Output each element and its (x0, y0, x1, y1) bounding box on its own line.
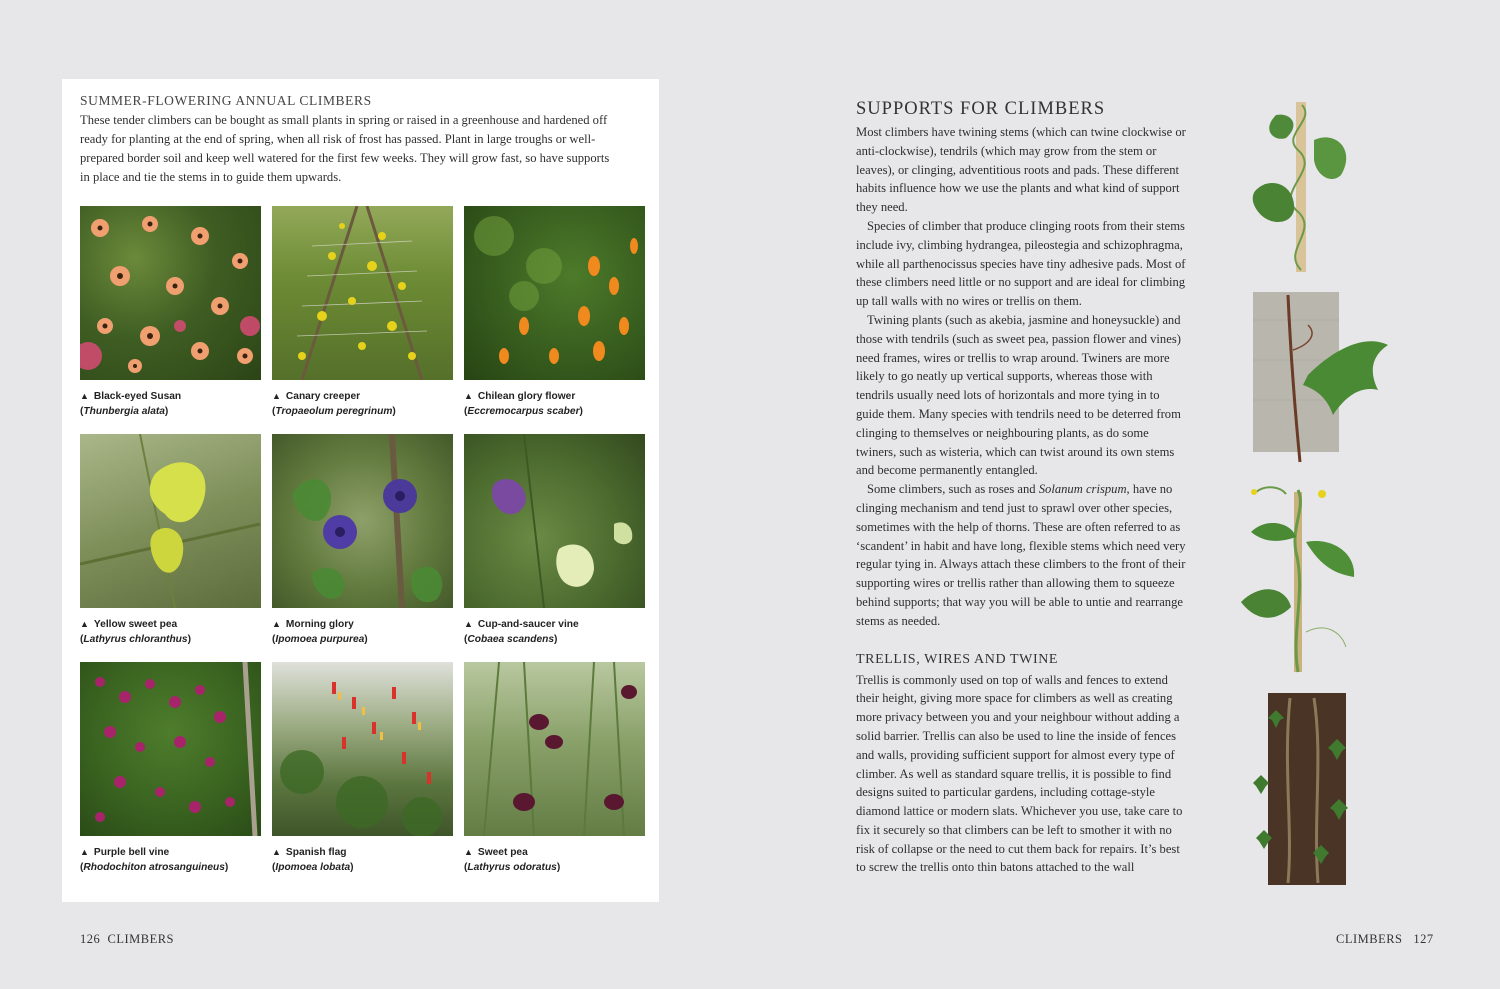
plant-photo (272, 662, 453, 836)
page-title: SUPPORTS FOR CLIMBERS (856, 99, 1106, 119)
plant-common-name: Spanish flag (285, 847, 347, 858)
plant-latin-name: Lathyrus chloranthus (83, 634, 188, 645)
plant-card: ▲ Black-eyed Susan (Thunbergia alata) (80, 206, 261, 419)
plant-latin-name: Ipomoea lobata (275, 862, 351, 873)
plant-common-name: Black-eyed Susan (93, 391, 182, 402)
plant-card: ▲ Canary creeper (Tropaeolum peregrinum) (272, 206, 453, 419)
panel-heading: SUMMER-FLOWERING ANNUAL CLIMBERS (80, 93, 372, 108)
caption-marker-icon: ▲ (464, 391, 473, 401)
plant-common-name: Morning glory (285, 619, 354, 630)
folio-title: CLIMBERS (1336, 932, 1403, 946)
caption-marker-icon: ▲ (272, 847, 281, 857)
folio-title: CLIMBERS (107, 932, 175, 946)
plant-photo (80, 434, 261, 608)
tendril-climber-illustration (1248, 290, 1398, 465)
plant-common-name: Sweet pea (477, 847, 528, 858)
caption-marker-icon: ▲ (464, 619, 473, 629)
plant-card: ▲ Chilean glory flower (Eccremocarpus scaber) (464, 206, 645, 419)
twining-climber-illustration (1236, 100, 1356, 275)
plant-common-name: Cup-and-saucer vine (477, 619, 579, 630)
folio-number: 126 (80, 932, 101, 946)
plant-card: ▲ Yellow sweet pea (Lathyrus chloranthus) (80, 434, 261, 647)
plant-photo (464, 662, 645, 836)
plant-photo (80, 662, 261, 836)
caption-marker-icon: ▲ (272, 619, 281, 629)
paragraph-text: , have no clinging mechanism and tend just to sprawl over other species, sometimes with the help of thorns. These are often referred to as ‘scandent’ in habit and have long, flexible stems which need very regular tying in. Always attach these climbers to the front of their supporting wires or trellis rather than allowing them to squeeze behind supports; that way you will be able to untie and rearrange stems as needed. (856, 482, 1186, 628)
plant-latin-name: Rhodochiton atrosanguineus (83, 862, 225, 873)
plant-common-name: Chilean glory flower (477, 391, 576, 402)
plant-common-name: Yellow sweet pea (93, 619, 178, 630)
panel-intro: These tender climbers can be bought as small plants in spring or raised in a greenhouse and hardened off ready for planting at the end of spring, when all risk of frost has passed. Plant in large troughs or well-prepared border soil and keep well watered for the first few weeks. They will grow fast, so have supports in place and tie the stems in to guide them upwards. (80, 113, 610, 184)
plant-photo (464, 434, 645, 608)
plant-photo (272, 206, 453, 380)
folio-right (1336, 932, 1434, 947)
plant-card: ▲ Morning glory (Ipomoea purpurea) (272, 434, 453, 647)
supports-article (856, 98, 1188, 877)
plant-common-name: Canary creeper (285, 391, 361, 402)
plant-card: ▲ Sweet pea (Lathyrus odoratus) (464, 662, 645, 875)
plant-latin-name: Lathyrus odoratus (467, 862, 557, 873)
paragraph-text: Some climbers, such as roses and (867, 482, 1039, 497)
caption-marker-icon: ▲ (80, 619, 89, 629)
plant-latin-name: Ipomoea purpurea (275, 634, 365, 645)
paragraph (856, 480, 1188, 630)
paragraph: Trellis is commonly used on top of walls and fences to extend their height, giving more space for climbers as well as creating more privacy between you and your neighbour without adding a solid barrier. Trellis can also be used to line the inside of fences and walls, providing sufficient support for almost every type of climber. As well as standard square trellis, it is possible to find designs suited to particular gardens, including cottage-style diamond lattice or modern slats. Whichever you use, take care to fix it securely so that climbers can be left to smother it with no risk of collapse or the need to cut them back for repairs. It’s best to screw the trellis onto thin batons attached to the wall (856, 672, 1183, 875)
caption-marker-icon: ▲ (80, 391, 89, 401)
plant-photo (464, 206, 645, 380)
plant-photo (80, 206, 261, 380)
section-subheading: TRELLIS, WIRES AND TWINE (856, 651, 1059, 667)
plant-latin-name: Thunbergia alata (83, 406, 165, 417)
plant-latin-name: Eccremocarpus scaber (467, 406, 580, 417)
caption-marker-icon: ▲ (272, 391, 281, 401)
plant-latin-name: Tropaeolum peregrinum (275, 406, 393, 417)
caption-marker-icon: ▲ (464, 847, 473, 857)
folio-number: 127 (1413, 932, 1434, 946)
scrambling-climber-illustration (1236, 482, 1366, 677)
plant-card: ▲ Cup-and-saucer vine (Cobaea scandens) (464, 434, 645, 647)
annual-climbers-panel (62, 79, 659, 902)
plant-latin-name: Cobaea scandens (467, 634, 555, 645)
plant-card: ▲ Spanish flag (Ipomoea lobata) (272, 662, 453, 875)
plant-photo (272, 434, 453, 608)
paragraph: Most climbers have twining stems (which can twine clockwise or anti-clockwise), tendrils (which may grow from the stem or leaves), or clinging, adventitious roots and pads. These different habits influence how we use the plants and what kind of support they need. (856, 125, 1186, 215)
paragraph: Species of climber that produce clinging roots from their stems include ivy, climbing hydrangea, pileostegia and schizophragma, while all parthenocissus species have tiny adhesive pads. Most of these climbers need little or no support and are ideal for climbing up tall walls with no wires or trellis on them. (856, 218, 1186, 309)
paragraph-italic: Solanum crispum (1038, 482, 1127, 497)
section-body (856, 671, 1188, 878)
caption-marker-icon: ▲ (80, 847, 89, 857)
paragraph: Twining plants (such as akebia, jasmine and honeysuckle) and those with tendrils (such as sweet pea, passion flower and vines) need frames, wires or trellis to wrap around. Twiners are more likely to go neatly up vertical supports, whereas those with tendrils usually need lots of horizontals and more tying in to guide them. Many species with tendrils need to be deterred from clinging to themselves or neighbouring plants, as do some twiners, such as wisteria, which can twist around its own stems and become permanently entangled. (856, 312, 1181, 478)
article-body (856, 123, 1188, 631)
plant-card: ▲ Purple bell vine (Rhodochiton atrosanguineus) (80, 662, 261, 875)
folio-left (80, 932, 174, 947)
clinging-climber-illustration (1248, 688, 1368, 888)
plant-common-name: Purple bell vine (93, 847, 170, 858)
